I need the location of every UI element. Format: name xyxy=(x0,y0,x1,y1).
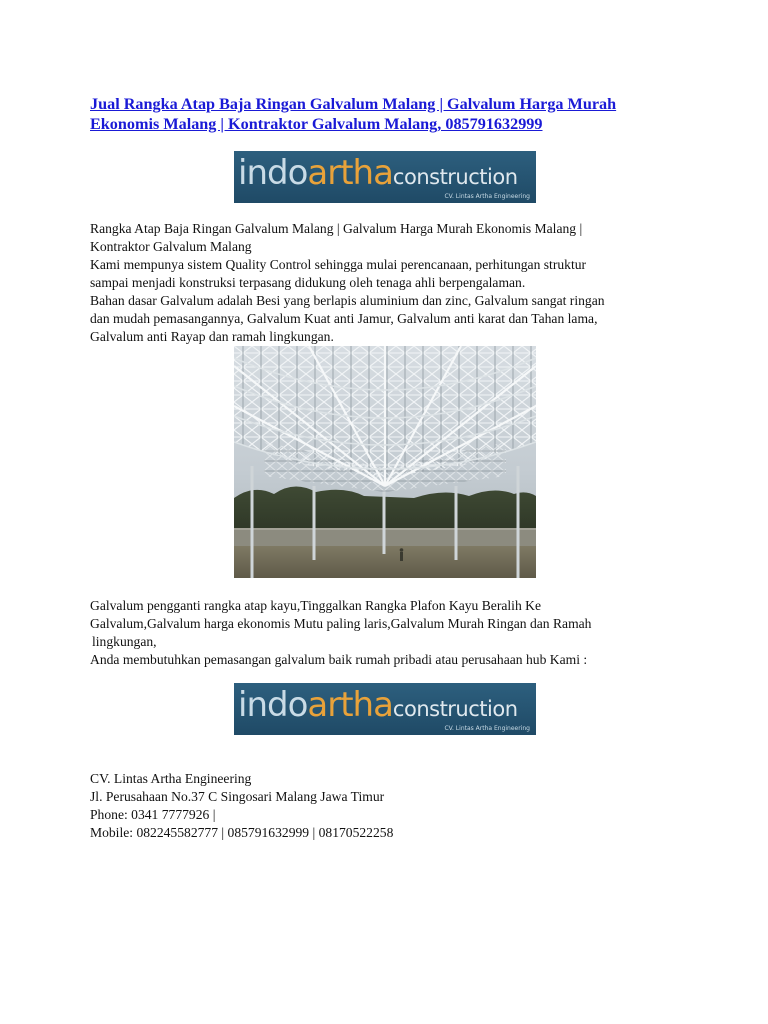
contact-block xyxy=(90,770,393,842)
intro-line: Kami mempunya sistem Quality Control sehingga mulai perencanaan, perhitungan struktur xyxy=(90,257,587,272)
logo-subtitle: CV. Lintas Artha Engineering xyxy=(444,725,530,732)
company-logo xyxy=(234,151,536,203)
logo-subtitle: CV. Lintas Artha Engineering xyxy=(444,193,530,200)
contact-company: CV. Lintas Artha Engineering xyxy=(90,771,252,786)
logo-text-artha: artha xyxy=(307,685,393,725)
intro-paragraph xyxy=(90,220,605,346)
page-title-link[interactable] xyxy=(90,94,670,134)
logo-wordmark xyxy=(238,686,518,730)
contact-address: Jl. Perusahaan No.37 C Singosari Malang Jawa Timur xyxy=(90,789,385,804)
intro-line: Bahan dasar Galvalum adalah Besi yang berlapis aluminium dan zinc, Galvalum sangat ringan xyxy=(90,293,605,308)
company-logo xyxy=(234,683,536,735)
intro-line: sampai menjadi konstruksi terpasang didukung oleh tenaga ahli berpengalaman. xyxy=(90,275,526,290)
contact-phone: Phone: 0341 7777926 | xyxy=(90,807,216,822)
benefits-line: Galvalum pengganti rangka atap kayu,Tinggalkan Rangka Plafon Kayu Beralih Ke xyxy=(90,598,541,613)
logo-text-indo: indo xyxy=(238,153,308,193)
intro-line: Rangka Atap Baja Ringan Galvalum Malang | Galvalum Harga Murah Ekonomis Malang | xyxy=(90,221,583,236)
logo-wordmark xyxy=(238,154,518,198)
logo-text-indo: indo xyxy=(238,685,308,725)
logo-text-artha: artha xyxy=(307,153,393,193)
intro-line: Galvalum anti Rayap dan ramah lingkungan. xyxy=(90,329,334,344)
title-line-2[interactable]: Ekonomis Malang | Kontraktor Galvalum Malang, 085791632999 xyxy=(90,115,543,133)
title-line-1[interactable]: Jual Rangka Atap Baja Ringan Galvalum Malang | Galvalum Harga Murah xyxy=(90,95,617,113)
intro-line: dan mudah pemasangannya, Galvalum Kuat anti Jamur, Galvalum anti karat dan Tahan lama, xyxy=(90,311,598,326)
benefits-line: Anda membutuhkan pemasangan galvalum baik rumah pribadi atau perusahaan hub Kami : xyxy=(90,652,588,667)
logo-text-construction: construction xyxy=(392,697,518,721)
benefits-line: Galvalum,Galvalum harga ekonomis Mutu paling laris,Galvalum Murah Ringan dan Ramah xyxy=(90,616,592,631)
intro-line: Kontraktor Galvalum Malang xyxy=(90,239,252,254)
benefits-paragraph xyxy=(90,597,591,669)
roof-truss-photo xyxy=(234,346,536,578)
logo-text-construction: construction xyxy=(392,165,518,189)
contact-mobile: Mobile: 082245582777 | 085791632999 | 08170522258 xyxy=(90,825,394,840)
benefits-line: lingkungan, xyxy=(92,634,157,649)
